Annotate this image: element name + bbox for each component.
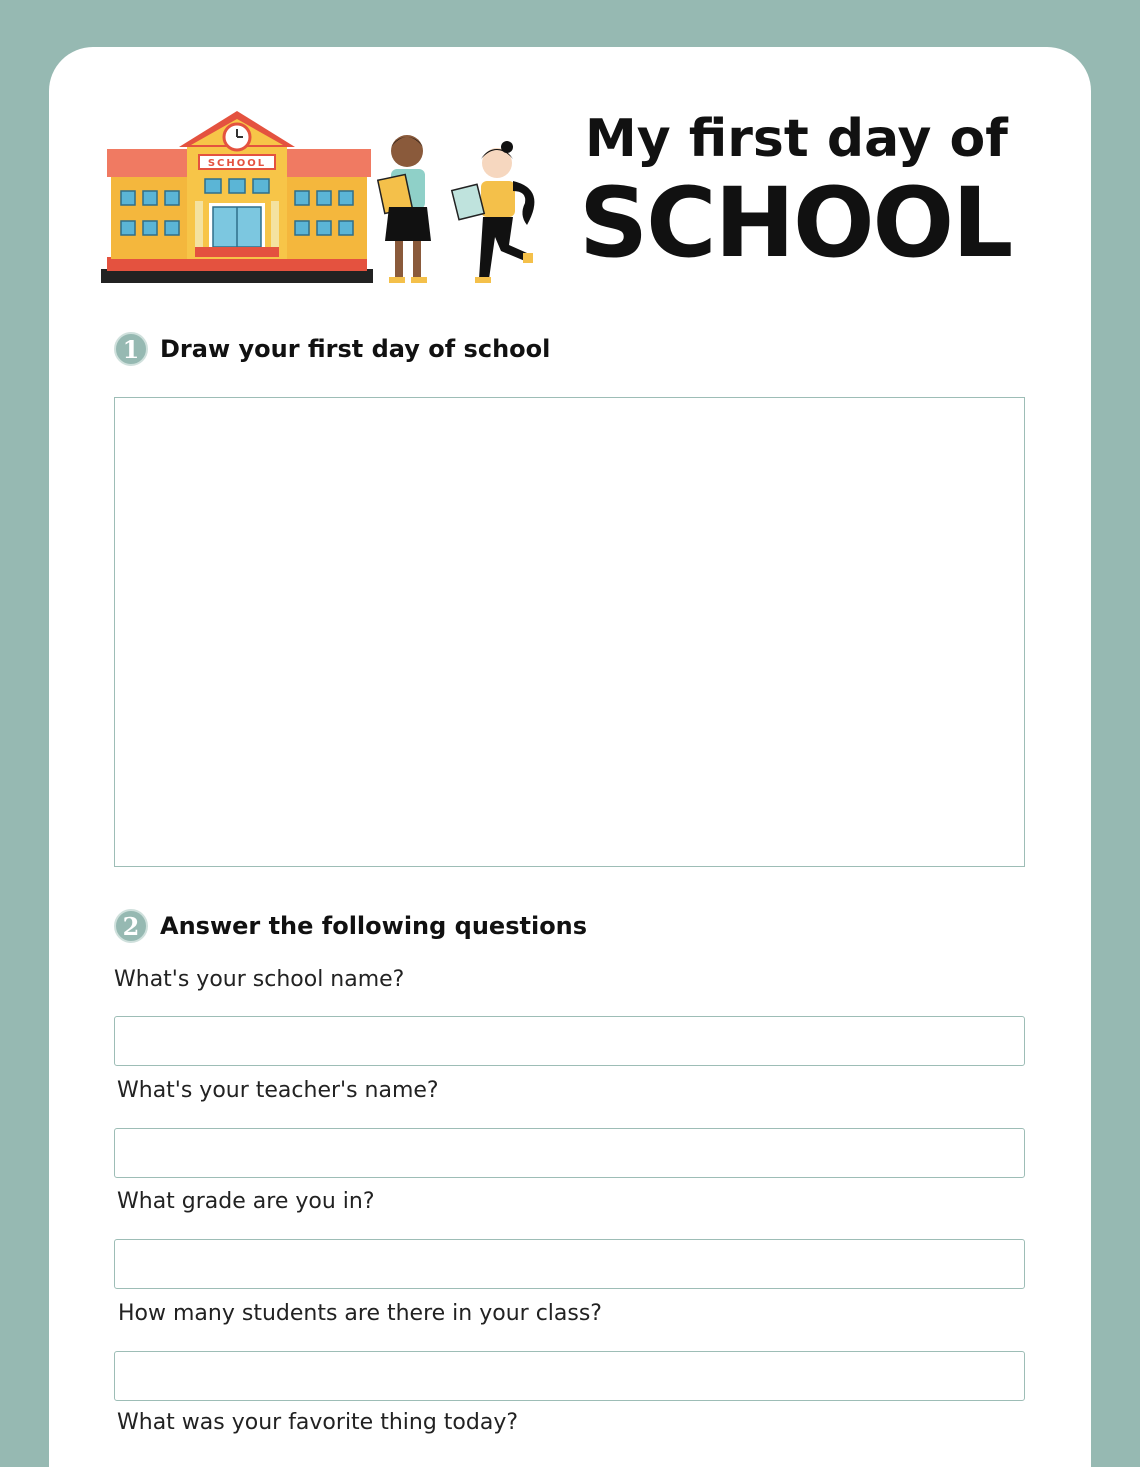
drawing-area[interactable] bbox=[114, 397, 1025, 867]
question-favorite-thing-label: What was your favorite thing today? bbox=[117, 1410, 519, 1435]
school-name-input[interactable] bbox=[114, 1016, 1025, 1066]
question-grade-label: What grade are you in? bbox=[117, 1189, 375, 1214]
section1-number-badge: 1 bbox=[114, 332, 148, 366]
question-school-name-label: What's your school name? bbox=[114, 967, 405, 992]
class-size-input[interactable] bbox=[114, 1351, 1025, 1401]
section2-number-badge: 2 bbox=[114, 909, 148, 943]
section1-header bbox=[114, 332, 550, 366]
worksheet bbox=[49, 47, 1091, 1467]
section2-header bbox=[114, 909, 587, 943]
teacher-name-input[interactable] bbox=[114, 1128, 1025, 1178]
title-line2: SCHOOL bbox=[579, 167, 1012, 279]
section2-title: Answer the following questions bbox=[160, 912, 588, 940]
grade-input[interactable] bbox=[114, 1239, 1025, 1289]
header bbox=[49, 47, 1091, 297]
section1-title: Draw your first day of school bbox=[160, 335, 551, 363]
question-teacher-name-label: What's your teacher's name? bbox=[117, 1078, 439, 1103]
question-class-size-label: How many students are there in your class? bbox=[118, 1301, 602, 1326]
school-building-icon bbox=[99, 107, 379, 287]
title-line1: My first day of bbox=[585, 109, 1008, 169]
students-icon bbox=[377, 129, 557, 289]
school-sign-text: SCHOOL bbox=[207, 158, 267, 169]
